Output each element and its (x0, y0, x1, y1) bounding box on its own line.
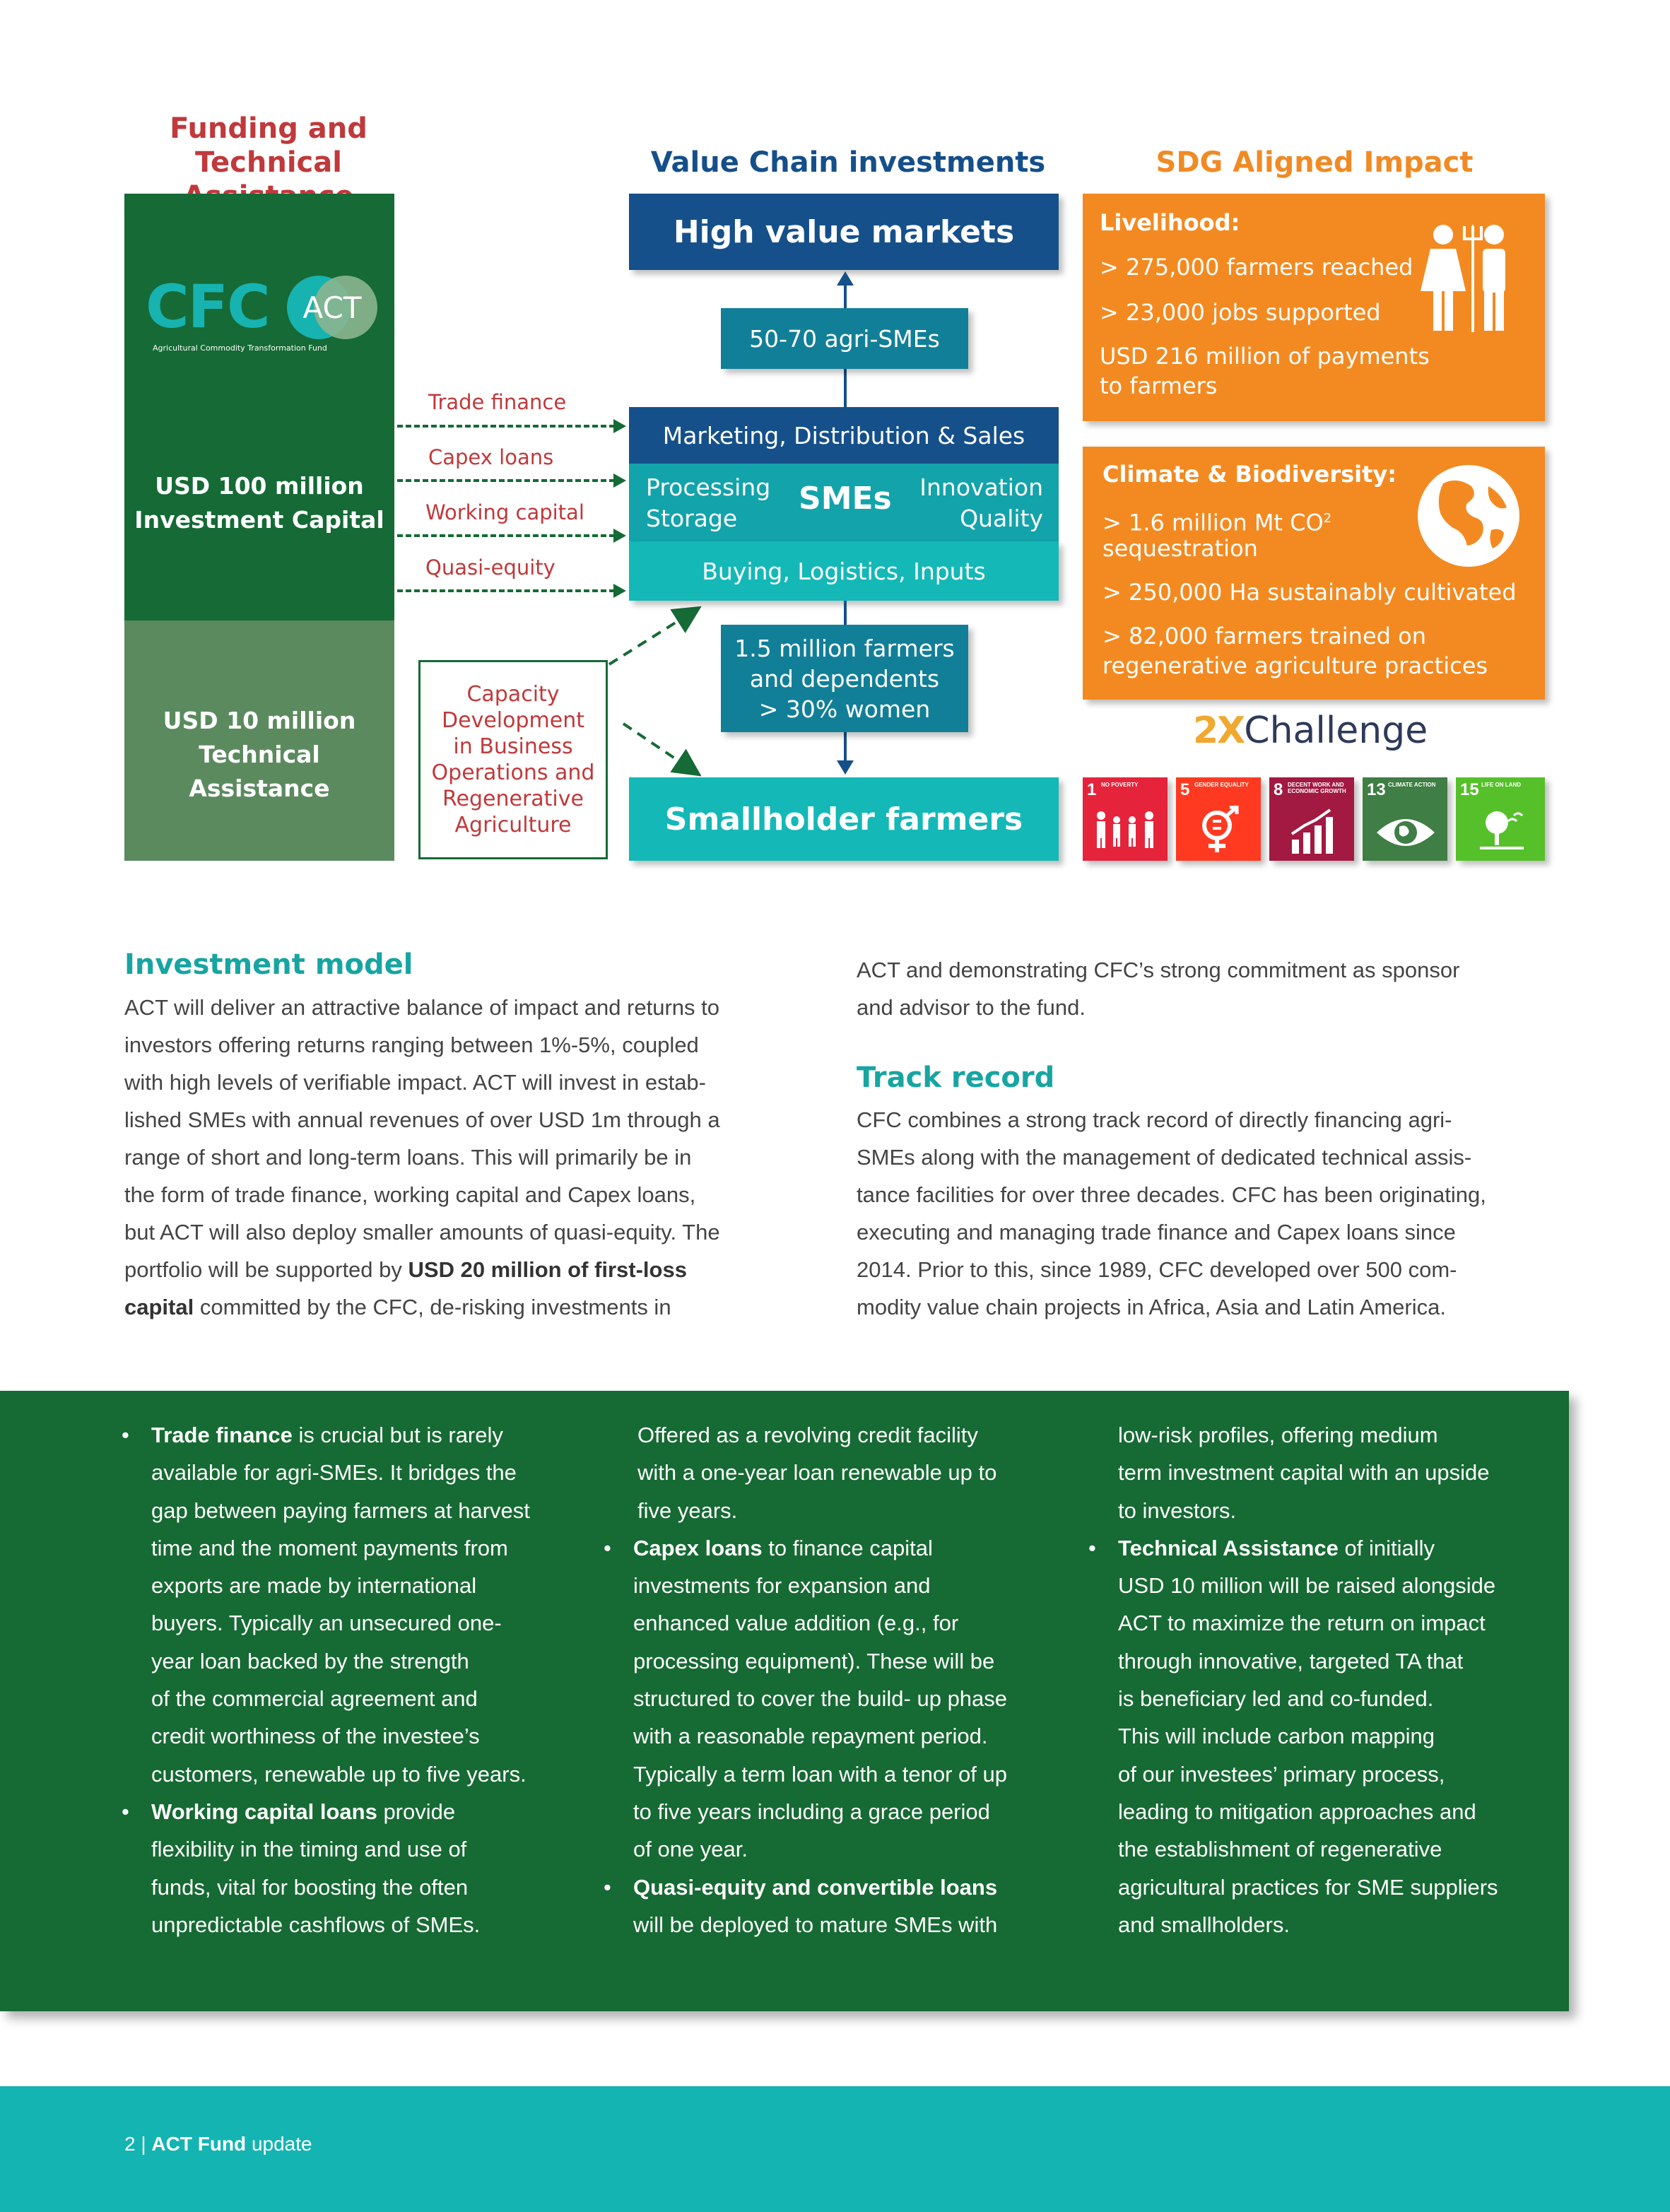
flow-label-quasi-equity: Quasi-equity (425, 555, 555, 580)
climate-title: Climate & Biodiversity: (1102, 461, 1397, 488)
arrow-up-icon (837, 271, 854, 286)
instrument-line: processing equipment). These will be (633, 1648, 995, 1673)
working-capital-item (122, 1793, 602, 1830)
sdg-header: SDG Aligned Impact (1156, 146, 1474, 179)
capacity-arrow-up (609, 609, 697, 664)
instruments-column-1 (122, 1416, 602, 1943)
body-line: ACT and demonstrating CFC’s strong commitment as sponsor (857, 958, 1460, 982)
page-footer (0, 2086, 1670, 2212)
body-text: committed by the CFC, de-risking investments in (194, 1295, 671, 1319)
investment-model-title: Investment model (124, 948, 413, 981)
instrument-line: the establishment of regenerative (1118, 1837, 1442, 1862)
arrowhead-icon (613, 473, 626, 488)
livelihood-title: Livelihood: (1100, 209, 1240, 236)
instrument-line: year loan backed by the strength (151, 1648, 469, 1673)
sdg-goal-8-tile (1269, 777, 1354, 861)
livelihood-box (1083, 194, 1545, 421)
sdg-goal-number: 13 (1367, 780, 1386, 799)
instrument-text: is crucial but is rarely (292, 1423, 503, 1447)
investment-capital-text (124, 469, 394, 537)
livelihood-item: to farmers (1100, 372, 1218, 399)
investment-model-continued (857, 951, 1563, 1026)
storage-label: Storage (646, 505, 738, 532)
footer-text (124, 2133, 312, 2155)
smes-box (629, 464, 1059, 541)
farmers-line1: 1.5 million farmers (734, 634, 955, 662)
body-line: executing and managing trade finance and Capex loans since (857, 1220, 1456, 1245)
sdg-goal-number: 1 (1087, 780, 1097, 799)
instrument-line: structured to cover the build- up phase (633, 1686, 1008, 1712)
technical-assistance-block (124, 620, 394, 861)
climate-item-cont: sequestration (1102, 535, 1258, 562)
body-line: modity value chain projects in Africa, Asia and Latin America. (857, 1295, 1446, 1319)
sdg-goal-label: DECENT WORK AND ECONOMIC GROWTH (1288, 782, 1346, 794)
farmers-line3: > 30% women (758, 695, 931, 723)
sdg-goal-label: NO POVERTY (1101, 782, 1139, 788)
smallholder-farmers-box: Smallholder farmers (629, 777, 1059, 861)
climate-co2-text: > 1.6 million Mt CO (1102, 509, 1324, 536)
body-line: SMEs along with the management of dedicated technical assis- (857, 1145, 1472, 1170)
instrument-line: term investment capital with an upside (1118, 1460, 1490, 1486)
instrument-line: buyers. Typically an unsecured one- (151, 1611, 502, 1636)
instrument-line: flexibility in the timing and use of (151, 1837, 467, 1862)
body-line: and advisor to the fund. (857, 995, 1086, 1020)
body-line (124, 1288, 831, 1326)
track-record-title: Track record (857, 1061, 1055, 1094)
body-line: but ACT will also deploy smaller amounts of quasi-equity. The (124, 1220, 720, 1245)
capacity-arrow-down (623, 724, 697, 773)
farmers-dependents-box (721, 625, 968, 732)
flow-line-quasi-equity (397, 589, 615, 592)
farmers-icon (1415, 222, 1521, 335)
sdg-goal-number: 5 (1180, 780, 1190, 799)
capacity-line: Operations and (431, 760, 595, 785)
capacity-arrows (605, 594, 711, 784)
trade-finance-item (122, 1416, 602, 1454)
instrument-text: to finance capital (762, 1535, 933, 1560)
instrument-line: with a one-year loan renewable up to (637, 1460, 997, 1486)
body-line: the form of trade finance, working capital and Capex loans, (124, 1182, 696, 1207)
instrument-line: leading to mitigation approaches and (1118, 1799, 1476, 1824)
economic-growth-icon (1289, 808, 1334, 855)
capacity-line: Agriculture (454, 813, 572, 837)
flow-line-trade-finance (397, 425, 615, 428)
smes-label: SMEs (799, 481, 892, 517)
agri-smes-box: 50-70 agri-SMEs (721, 308, 968, 369)
capacity-development-text (432, 681, 595, 838)
sdg-goal-number: 15 (1460, 780, 1479, 799)
processing-label: Processing (646, 473, 771, 501)
farmers-line2: and dependents (749, 664, 940, 693)
instrument-line: of our investees’ primary process, (1118, 1761, 1445, 1787)
sdg-goal-label: LIFE ON LAND (1481, 782, 1521, 788)
flow-label-trade-finance: Trade finance (428, 390, 567, 414)
trade-finance-label: Trade finance (151, 1423, 293, 1447)
investment-model-body (124, 989, 831, 1326)
instrument-line: to investors. (1118, 1498, 1237, 1523)
body-line: CFC combines a strong track record of directly financing agri- (857, 1107, 1452, 1132)
poverty-family-icon (1093, 810, 1158, 849)
body-line: range of short and long-term loans. This will primarily be in (124, 1145, 692, 1170)
processing-storage-text (646, 472, 770, 534)
working-capital-label: Working capital loans (151, 1799, 377, 1824)
technical-assistance-item (1088, 1529, 1562, 1567)
instrument-line: exports are made by international (151, 1573, 477, 1599)
funding-header-line1: Funding and (170, 112, 367, 145)
climate-item: > 82,000 farmers trained on (1102, 623, 1426, 649)
ta-line2: Technical Assistance (189, 741, 330, 802)
climate-item-cont: regenerative agriculture practices (1102, 652, 1488, 679)
track-record-body (857, 1101, 1563, 1326)
body-line: investors offering returns ranging between 1%-5%, coupled (124, 1033, 699, 1057)
body-line: 2014. Prior to this, since 1989, CFC developed over 500 com- (857, 1257, 1457, 1282)
co2-subscript: 2 (1323, 511, 1332, 526)
body-line (124, 1251, 831, 1288)
body-text: portfolio will be supported by (124, 1257, 408, 1282)
climate-action-eye-icon (1374, 813, 1437, 852)
innovation-label: Innovation (919, 473, 1043, 501)
capacity-line: Development (442, 708, 584, 733)
quasi-equity-label: Quasi-equity and convertible loans (633, 1874, 998, 1900)
instrument-line: USD 10 million will be raised alongside (1118, 1573, 1496, 1599)
instrument-line: investments for expansion and (633, 1573, 931, 1599)
body-line: lished SMEs with annual revenues of over USD 1m through a (124, 1107, 720, 1132)
arrowhead-icon (613, 529, 626, 543)
page-number: 2 (124, 2133, 136, 2155)
2x-mark: 2X (1193, 710, 1245, 752)
flow-line-working-capital (397, 534, 615, 537)
marketing-box: Marketing, Distribution & Sales (629, 407, 1059, 464)
globe-icon (1415, 462, 1522, 570)
instrument-line: customers, renewable up to five years. (151, 1761, 527, 1787)
instrument-line: ACT to maximize the return on impact (1118, 1611, 1486, 1636)
instrument-line: with a reasonable repayment period. (633, 1724, 988, 1749)
capex-loans-label: Capex loans (633, 1535, 763, 1560)
buying-logistics-box: Buying, Logistics, Inputs (629, 541, 1059, 601)
instrument-line: time and the moment payments from (151, 1535, 508, 1560)
flow-label-capex-loans: Capex loans (428, 445, 554, 469)
sdg-goal-13-tile (1363, 777, 1447, 861)
cfc-act-logo (146, 271, 379, 349)
instrument-line: through innovative, targeted TA that (1118, 1648, 1464, 1673)
farmers-dependents-text (734, 633, 954, 724)
sdg-goal-5-tile (1176, 777, 1261, 861)
2x-challenge-logo (1193, 710, 1428, 755)
instrument-line: enhanced value addition (e.g., for (633, 1611, 959, 1636)
capacity-line: Capacity (466, 682, 560, 707)
cfc-logo-text: CFC (146, 272, 269, 341)
instrument-line: funds, vital for boosting the often (151, 1874, 469, 1900)
arrow-down-icon (837, 760, 854, 775)
gender-equality-icon (1197, 806, 1242, 855)
instruments-column-2 (604, 1416, 1084, 1943)
footer-suffix: update (246, 2133, 312, 2155)
flow-line-capex-loans (397, 479, 615, 482)
act-logo-text: ACT (302, 290, 362, 325)
sdg-goal-1-tile (1083, 777, 1168, 861)
investment-capital-line2: Investment Capital (134, 506, 384, 534)
footer-separator: | (135, 2133, 152, 2155)
sdg-goal-15-tile (1456, 777, 1545, 861)
technical-assistance-label: Technical Assistance (1118, 1535, 1339, 1560)
instrument-line: available for agri-SMEs. It bridges the (151, 1460, 517, 1486)
value-chain-header: Value Chain investments (650, 146, 1046, 179)
instruments-column-3 (1088, 1416, 1562, 1943)
body-line: with high levels of verifiable impact. ACT will invest in estab- (124, 1070, 706, 1095)
instrument-line: five years. (637, 1498, 738, 1523)
capex-loans-item (604, 1529, 1084, 1567)
instrument-line: unpredictable cashflows of SMEs. (151, 1912, 481, 1937)
capacity-line: Regenerative (442, 787, 584, 811)
instrument-line: Typically a term loan with a tenor of up (633, 1761, 1007, 1787)
capacity-development-box (418, 660, 608, 859)
innovation-quality-text (919, 472, 1043, 534)
investment-capital-block (124, 194, 394, 620)
sdg-goal-label: GENDER EQUALITY (1194, 782, 1249, 788)
climate-item (1102, 505, 1331, 537)
capacity-line: in Business (453, 734, 573, 759)
instrument-text: of initially (1338, 1535, 1435, 1560)
livelihood-item: USD 216 million of payments (1100, 343, 1430, 370)
footer-brand: ACT Fund (151, 2133, 247, 2155)
funding-header-line2: Technical (195, 146, 342, 179)
livelihood-item: > 23,000 jobs supported (1100, 299, 1381, 326)
body-line: ACT will deliver an attractive balance of impact and returns to (124, 995, 719, 1020)
instrument-line: gap between paying farmers at harvest (151, 1498, 530, 1523)
instrument-line: to five years including a grace period (633, 1799, 990, 1824)
instrument-line: low-risk profiles, offering medium (1118, 1423, 1438, 1447)
quasi-equity-item (604, 1869, 1084, 1906)
instrument-line: Offered as a revolving credit facility (637, 1423, 978, 1447)
body-line: tance facilities for over three decades. CFC has been originating, (857, 1182, 1486, 1207)
instrument-text: provide (377, 1799, 456, 1824)
investment-capital-line1: USD 100 million (155, 472, 364, 500)
technical-assistance-text (124, 704, 394, 806)
instrument-line: is beneficiary led and co-funded. (1118, 1686, 1434, 1712)
instruments-panel (0, 1391, 1569, 2011)
body-bold-text: capital (124, 1295, 194, 1319)
instrument-line: This will include carbon mapping (1118, 1724, 1435, 1749)
sdg-goal-label: CLIMATE ACTION (1388, 782, 1436, 788)
instrument-line: and smallholders. (1118, 1912, 1290, 1937)
instrument-line: credit worthiness of the investee’s (151, 1724, 480, 1749)
quality-label: Quality (960, 505, 1043, 532)
life-on-land-tree-icon (1477, 807, 1527, 854)
instrument-line: of the commercial agreement and (151, 1686, 478, 1712)
instrument-line: of one year. (633, 1837, 748, 1862)
instrument-line: agricultural practices for SME suppliers (1118, 1874, 1498, 1900)
sdg-goal-number: 8 (1274, 780, 1283, 799)
body-bold-text: USD 20 million of first-loss (408, 1257, 687, 1282)
challenge-word: Challenge (1244, 710, 1428, 752)
arrowhead-icon (613, 419, 626, 433)
logo-tagline: Agricultural Commodity Transformation Fund (153, 343, 327, 353)
instrument-line: will be deployed to mature SMEs with (633, 1912, 998, 1937)
ta-line1: USD 10 million (163, 707, 356, 734)
climate-biodiversity-box (1083, 447, 1545, 700)
livelihood-item: > 275,000 farmers reached (1100, 254, 1413, 281)
high-value-markets-box: High value markets (629, 194, 1059, 270)
flow-label-working-capital: Working capital (425, 500, 584, 524)
climate-item: > 250,000 Ha sustainably cultivated (1102, 579, 1517, 606)
